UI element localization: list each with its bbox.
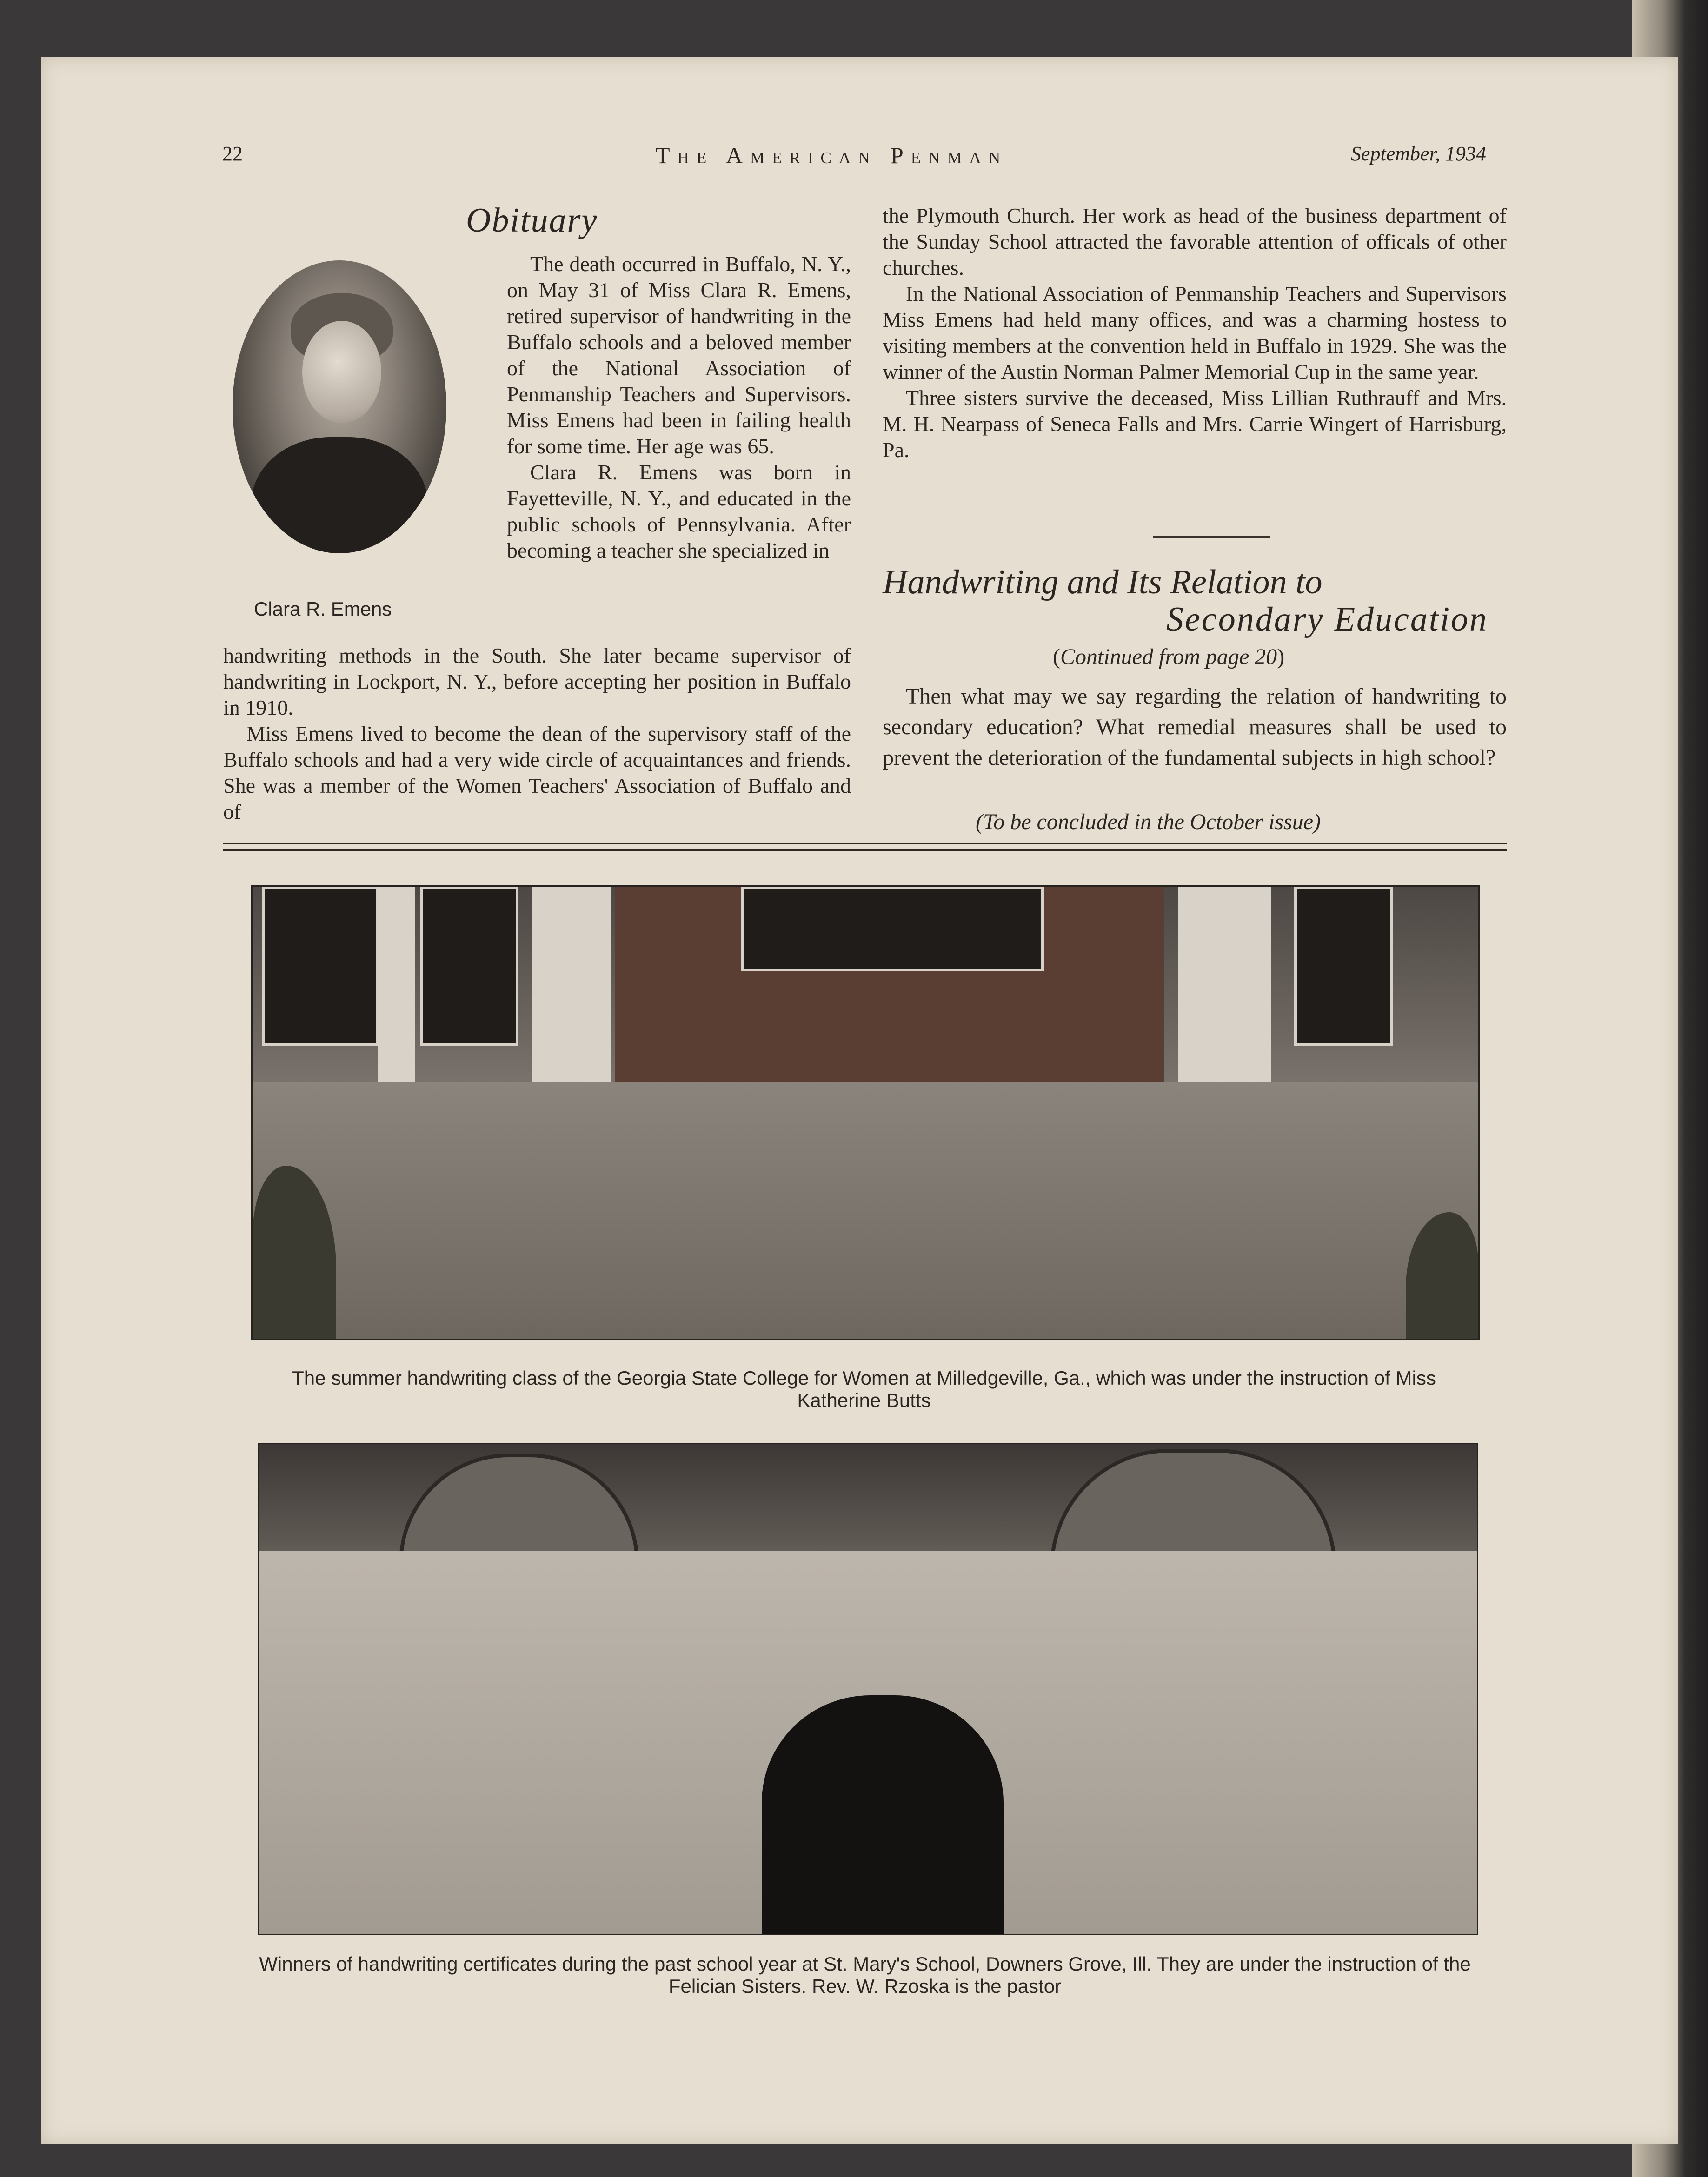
photo-group-body: [253, 1082, 1478, 1339]
group-photo-st-marys: [258, 1443, 1478, 1935]
obituary-column-narrow: [507, 251, 851, 564]
portrait-caption: Clara R. Emens: [254, 598, 392, 620]
page-number: 22: [222, 142, 243, 165]
article-title-line2: Secondary Education: [1166, 600, 1488, 638]
photo-window: [1294, 887, 1393, 1046]
obituary-paragraph: The death occurred in Buffalo, N. Y., on May 31 of Miss Clara R. Emens, retired supervisor of handwriting in the Buffalo schools and a beloved member of the National Association of Penmanship Teachers and Supervisors. Miss Emens had been in failing health for some time. Her age was 65.: [507, 252, 851, 458]
obituary-paragraph: Three sisters survive the deceased, Miss Lillian Ruthrauff and Mrs. M. H. Nearpass of Seneca Falls and Mrs. Carrie Wingert of Harrisburg, Pa.: [883, 386, 1507, 462]
portrait-face: [302, 321, 381, 423]
double-rule-top: [223, 843, 1507, 844]
publication-title: The American Penman: [656, 142, 1008, 168]
continued-note: (Continued from page 20): [1053, 644, 1285, 669]
concluded-text: To be concluded in the October issue: [983, 810, 1314, 834]
obituary-paragraph: Miss Emens lived to become the dean of the supervisory staff of the Buffalo schools and had a very wide circle of acquaintances and friends. She was a member of the Women Teachers' Association of Buffalo and of: [223, 722, 851, 823]
photo-window: [420, 887, 518, 1046]
obituary-column-right: [883, 203, 1507, 463]
group-photo-georgia: [251, 885, 1480, 1340]
photo-arched-window: [1050, 1449, 1336, 1568]
photo-pastor: [762, 1695, 1004, 1934]
photo-caption-st-marys: Winners of handwriting certificates during the past school year at St. Mary's School, Downers Grove, Ill. They are under the instruction of the Felician Sisters. Rev. W. Rzoska is the pastor: [259, 1953, 1471, 1997]
obituary-paragraph: Clara R. Emens was born in Fayetteville, N. Y., and educated in the public schools of Pennsylvania. After becoming a teacher she specialized in: [507, 460, 851, 562]
photo-window: [741, 887, 1044, 971]
article-body: [883, 681, 1507, 773]
portrait-body: [251, 437, 428, 553]
article-paragraph: Then what may we say regarding the relation of handwriting to secondary education? What remedial measures shall be used to prevent the deterioration of the fundamental subjects in high school?: [883, 684, 1507, 770]
continued-text: Continued from page 20: [1060, 644, 1277, 669]
issue-date: September, 1934: [1351, 142, 1486, 165]
photo-window: [262, 887, 379, 1046]
section-divider: [1153, 536, 1270, 538]
double-rule-bottom: [223, 849, 1507, 851]
concluded-note: (To be concluded in the October issue): [976, 810, 1321, 834]
photo-caption-georgia: The summer handwriting class of the Georgia State College for Women at Milledgeville, Ga., which was under the instruction of Miss Katherine Butts: [292, 1367, 1436, 1411]
obituary-paragraph: the Plymouth Church. Her work as head of the business department of the Sunday School attracted the favorable attention of officals of other churches.: [883, 204, 1507, 279]
obituary-heading: Obituary: [466, 201, 598, 239]
obituary-paragraph: handwriting methods in the South. She later became supervisor of handwriting in Lockport, N. Y., before accepting her position in Buffalo in 1910.: [223, 644, 851, 719]
photo-arched-window: [399, 1454, 639, 1563]
portrait-photo: [233, 260, 446, 553]
obituary-paragraph: In the National Association of Penmanship Teachers and Supervisors Miss Emens had held many offices, and was a charming hostess to visiting members at the convention held in Buffalo in 1929. She was the winner of the Austin Norman Palmer Memorial Cup in the same year.: [883, 282, 1507, 384]
article-title-line1: Handwriting and Its Relation to: [883, 563, 1323, 601]
obituary-column-wide: [223, 643, 851, 825]
